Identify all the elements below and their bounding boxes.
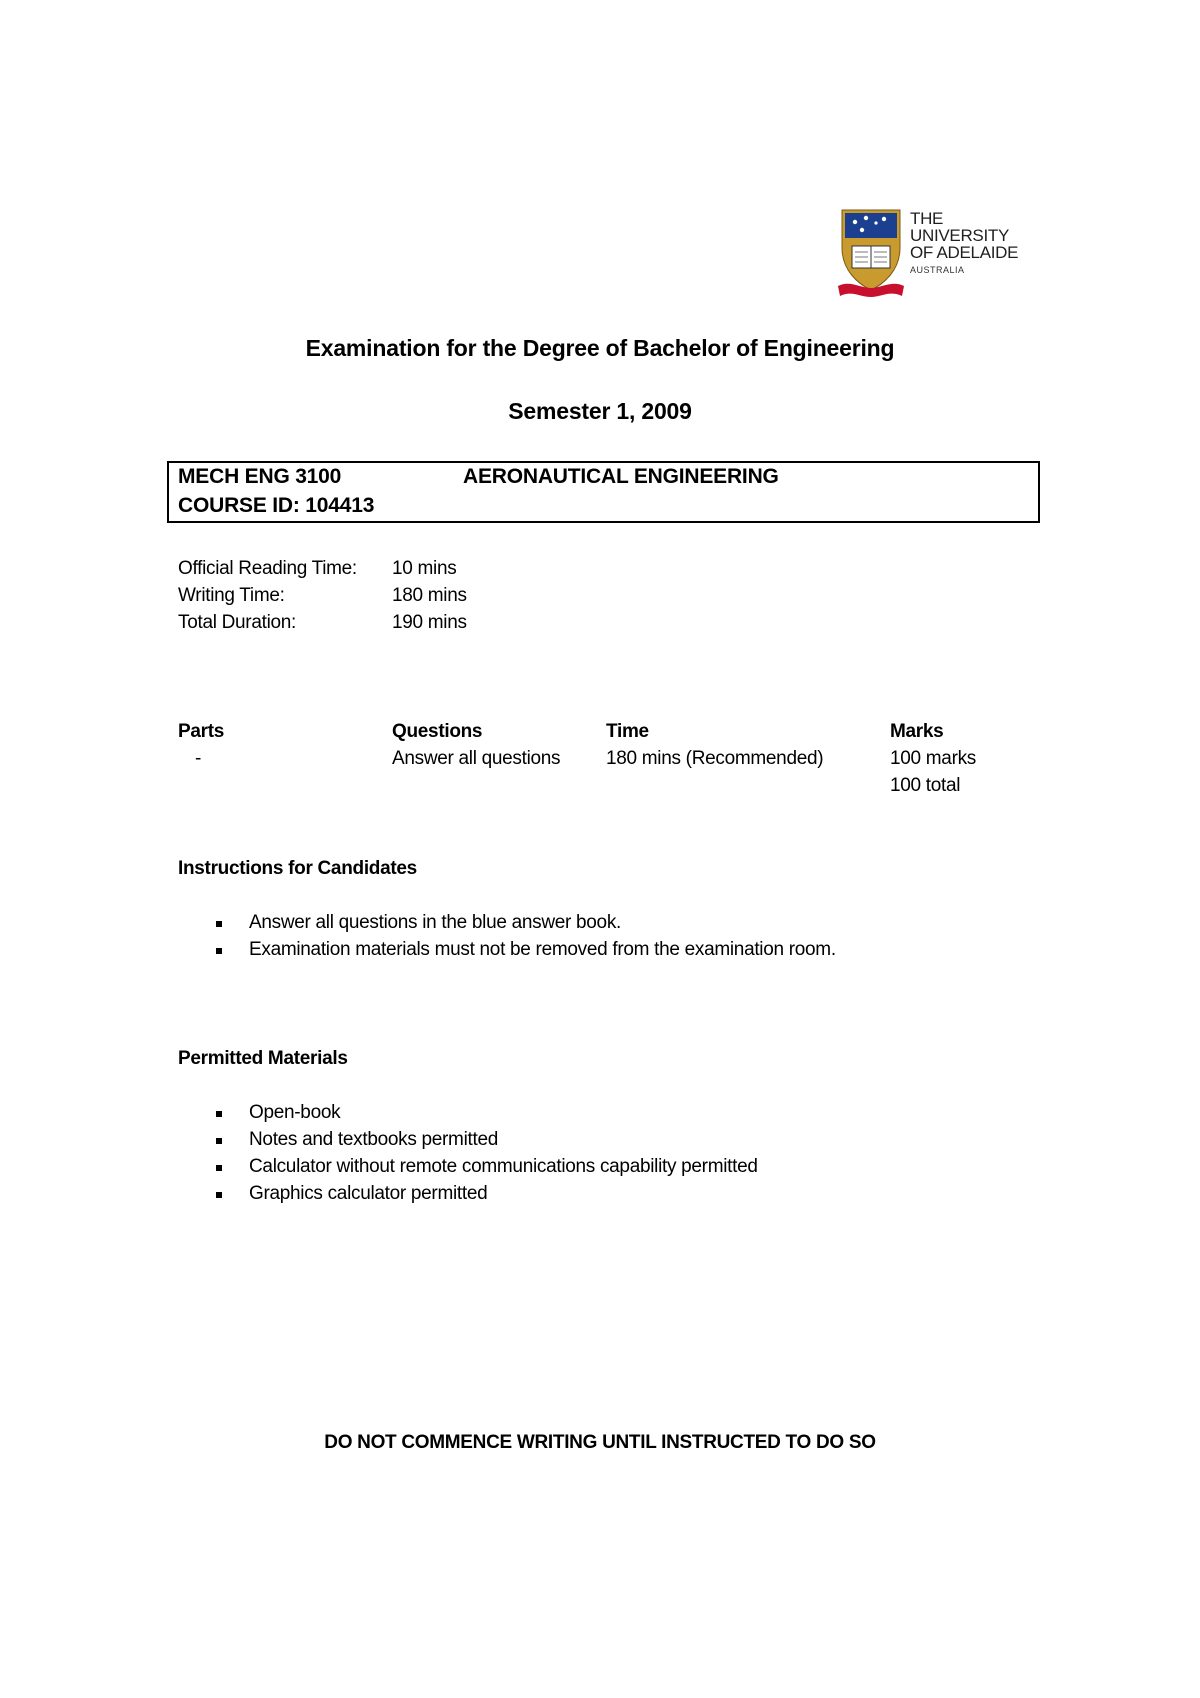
course-code: MECH ENG 3100 (178, 465, 342, 488)
table-header-parts: Parts (178, 721, 225, 742)
timing-value-total: 190 mins (392, 612, 467, 633)
bullet-square-icon (216, 921, 222, 927)
list-item (216, 912, 1116, 939)
instruction-text: Answer all questions in the blue answer book. (249, 912, 622, 933)
bullet-square-icon (216, 1165, 222, 1171)
permitted-text: Notes and textbooks permitted (249, 1129, 498, 1150)
table-cell-time: 180 mins (Recommended) (606, 748, 824, 769)
list-item (216, 1102, 1116, 1129)
exam-title: Examination for the Degree of Bachelor of Engineering (305, 335, 895, 361)
footer-notice: DO NOT COMMENCE WRITING UNTIL INSTRUCTED TO DO SO (324, 1432, 876, 1453)
permitted-text: Graphics calculator permitted (249, 1183, 488, 1204)
bullet-square-icon (216, 1192, 222, 1198)
course-id: COURSE ID: 104413 (178, 494, 375, 517)
table-cell-parts: - (195, 748, 202, 769)
table-header-questions: Questions (392, 721, 483, 742)
instruction-text: Examination materials must not be removed from the examination room. (249, 939, 836, 960)
list-item (216, 1129, 1116, 1156)
bullet-square-icon (216, 1111, 222, 1117)
university-crest-icon (838, 208, 908, 298)
timing-label-writing: Writing Time: (178, 585, 285, 606)
bullet-square-icon (216, 1138, 222, 1144)
permitted-heading: Permitted Materials (178, 1048, 348, 1069)
list-item (216, 939, 1116, 966)
timing-value-writing: 180 mins (392, 585, 467, 606)
university-logo (838, 208, 1038, 298)
timing-label-reading: Official Reading Time: (178, 558, 357, 579)
permitted-text: Calculator without remote communications capability permitted (249, 1156, 758, 1177)
logo-country: AUSTRALIA (910, 265, 965, 275)
table-total-marks: 100 total (890, 775, 961, 796)
permitted-list (216, 1102, 1116, 1210)
timing-label-total: Total Duration: (178, 612, 297, 633)
table-cell-questions: Answer all questions (392, 748, 561, 769)
table-header-time: Time (606, 721, 649, 742)
table-header-marks: Marks (890, 721, 944, 742)
course-box (167, 461, 1040, 523)
logo-line-1: THE UNIVERSITY (910, 209, 1010, 245)
list-item (216, 1183, 1116, 1210)
instructions-list (216, 912, 1116, 966)
logo-line-2: OF ADELAIDE (910, 243, 1019, 262)
list-item (216, 1156, 1116, 1183)
table-cell-marks: 100 marks (890, 748, 977, 769)
timing-value-reading: 10 mins (392, 558, 457, 579)
semester-label: Semester 1, 2009 (508, 398, 692, 424)
instructions-heading: Instructions for Candidates (178, 858, 417, 879)
permitted-text: Open-book (249, 1102, 341, 1123)
course-name: AERONAUTICAL ENGINEERING (463, 465, 779, 488)
bullet-square-icon (216, 948, 222, 954)
